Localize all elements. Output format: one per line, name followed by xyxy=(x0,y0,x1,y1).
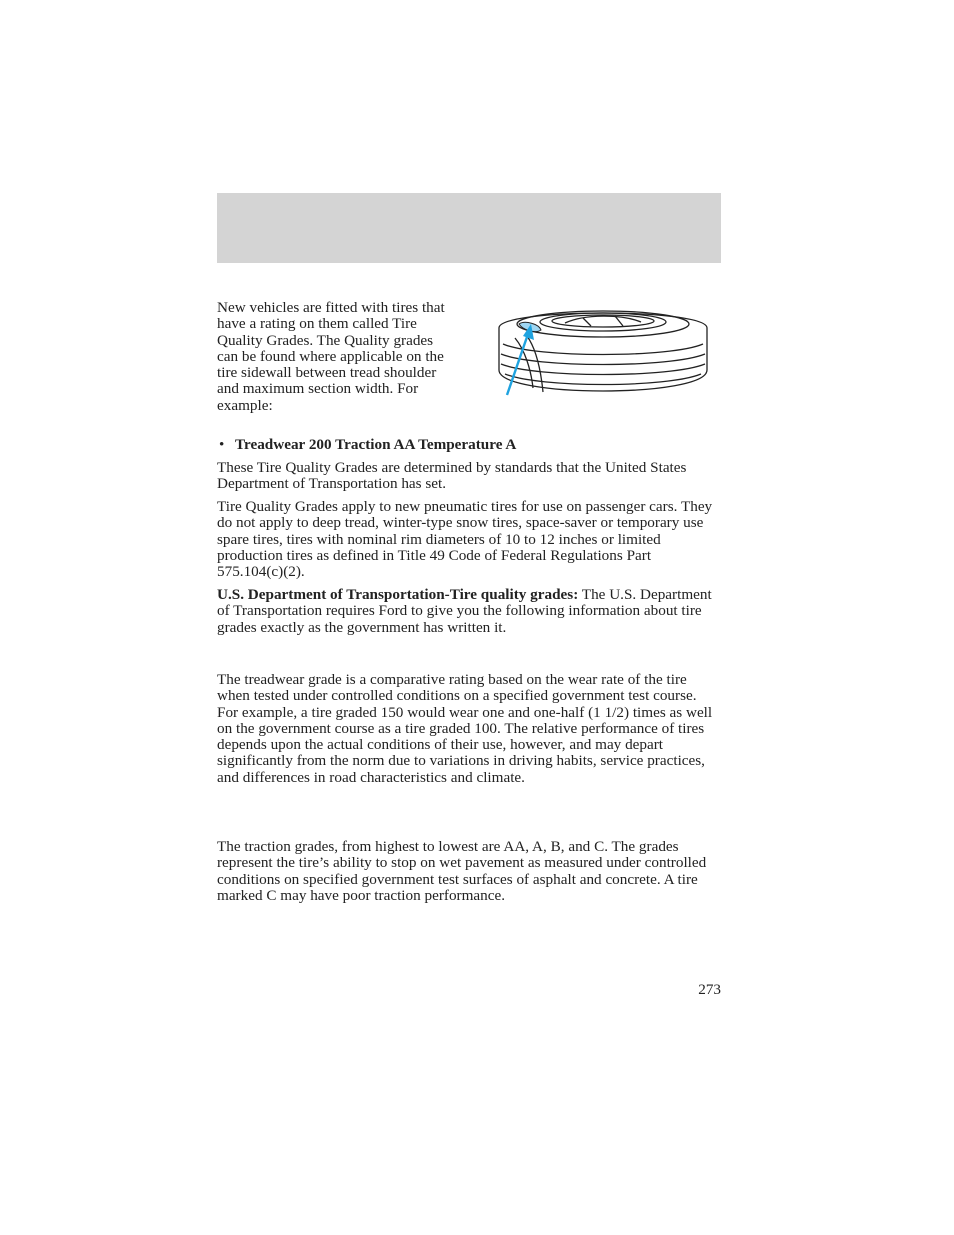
applicability-paragraph: Tire Quality Grades apply to new pneumatic tires for use on passenger cars. They do not apply to deep tread, winter-type snow tires, space-saver or temporary use spare tires, tires with nominal rim diameters of 10 to 12 inches or limited production tires as defined in Title 49 Code of Federal Regulations Part 575.104(c)(2). xyxy=(217,498,713,581)
dot-body: The U.S. Department of Transportation requires Ford to give you the following information about tire grades exactly as the government has written it. xyxy=(217,586,712,636)
standards-paragraph: These Tire Quality Grades are determined by standards that the United States Department of Transportation has set. xyxy=(217,459,687,493)
dot-heading: U.S. Department of Transportation-Tire quality grades: xyxy=(217,586,579,603)
example-bullet-text: Treadwear 200 Traction AA Temperature A xyxy=(235,436,517,453)
bullet-icon: • xyxy=(219,436,225,453)
treadwear-paragraph: The treadwear grade is a comparative rating based on the wear rate of the tire when tested under controlled conditions on a specified government test course. For example, a tire graded 150 would wear one and one-half (1 1/2) times as well on the government course as a tire graded 100. The relative performance of tires depends upon the actual conditions of their use, however, and may depart significantly from the norm due to variations in driving habits, service practices, and differences in road characteristics and climate. xyxy=(217,671,713,786)
traction-paragraph: The traction grades, from highest to lowest are AA, A, B, and C. The grades represent the tire’s ability to stop on wet pavement as measured under controlled conditions on specified government test surfaces of asphalt and concrete. A tire marked C may have poor traction performance. xyxy=(217,838,707,904)
tire-illustration xyxy=(495,300,710,412)
section-header-band xyxy=(217,193,721,263)
intro-paragraph: New vehicles are fitted with tires that have a rating on them called Tire Quality Grades. The Quality grades can be found where applicable on the tire sidewall between tread shoulder and maximum section width. For example: xyxy=(217,299,445,414)
example-bullet xyxy=(219,437,719,453)
page-number: 273 xyxy=(698,981,721,998)
dot-paragraph xyxy=(217,587,717,636)
